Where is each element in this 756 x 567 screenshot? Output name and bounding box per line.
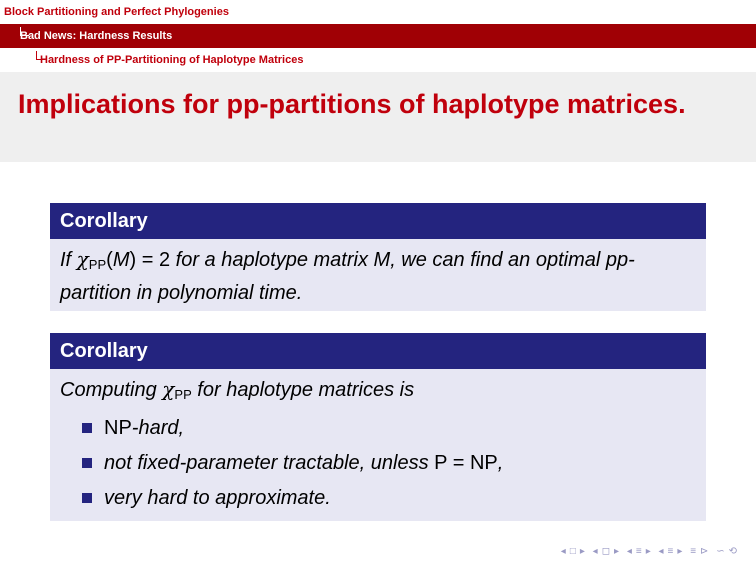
intro-line [60,375,696,409]
block-body [50,239,706,311]
tree-connector-icon [36,51,45,60]
text: If [60,249,77,271]
nav-prev-frame-icon[interactable]: ◂ [560,546,567,557]
nav-slide-icon[interactable]: ◻ [601,546,612,557]
text: for a haplotype matrix [175,249,374,271]
square-bullet-icon [82,423,92,433]
nav-appendix-icon[interactable]: ⊳ [700,546,710,557]
square-bullet-icon [82,458,92,468]
block-body [50,369,706,521]
np-text: NP [104,417,132,439]
square-bullet-icon [82,493,92,503]
chi-symbol: χ [162,377,175,401]
subscript-pp: PP [174,387,192,402]
var-m: M [373,249,391,271]
nav-search-icon[interactable]: ∽ [716,546,726,557]
frame-title: Implications for pp-partitions of haplotype matrices. [0,72,756,162]
text: for haplotype matrices is [191,379,415,401]
nav-prev-slide-icon[interactable]: ◂ [592,546,599,557]
text: very hard to approximate. [104,487,331,509]
nav-subsection-icon[interactable]: ≡ [635,546,643,557]
equals-two: = 2 [136,249,176,271]
block-title: Corollary [50,203,706,239]
list-item [60,446,696,481]
navigation-controls [558,546,738,557]
corollary-block-2 [50,333,706,521]
np-text: NP [469,452,498,474]
paren-close: ) [129,249,137,271]
nav-prev-subsection-icon[interactable]: ◂ [626,546,633,557]
nav-back-icon[interactable]: ⟲ [728,546,738,557]
paren-open: ( [106,249,113,271]
nav-section-icon[interactable]: ≡ [667,546,675,557]
block-title: Corollary [50,333,706,369]
text: , [497,452,504,474]
nav-next-subsection-icon[interactable]: ▸ [645,546,652,557]
text: Computing [60,379,163,401]
subscript-pp: PP [88,257,107,272]
bullet-list [60,411,696,516]
p-text: P [434,452,448,474]
nav-frame-icon[interactable]: □ [569,546,577,557]
text: , we can find an optimal pp-partition in polynomial time. [60,249,635,304]
var-m: M [112,249,130,271]
text: not fixed-parameter tractable, unless [104,452,435,474]
text: -hard, [131,417,185,439]
list-item [60,481,696,516]
corollary-block-1 [50,203,706,311]
chi-symbol: χ [76,247,89,271]
nav-next-frame-icon[interactable]: ▸ [579,546,586,557]
tree-connector-icon [20,27,29,36]
headline-subsection[interactable]: Bad News: Hardness Results [0,24,756,48]
nav-next-section-icon[interactable]: ▸ [677,546,684,557]
headline-subsubsection[interactable]: Hardness of PP-Partitioning of Haplotype Matrices [0,48,756,72]
list-item [60,411,696,446]
nav-next-slide-icon[interactable]: ▸ [614,546,621,557]
nav-outline-icon[interactable]: ≡ [690,546,698,557]
headline-section[interactable]: Block Partitioning and Perfect Phylogenies [0,0,756,24]
nav-prev-section-icon[interactable]: ◂ [658,546,665,557]
equals: = [447,452,470,474]
